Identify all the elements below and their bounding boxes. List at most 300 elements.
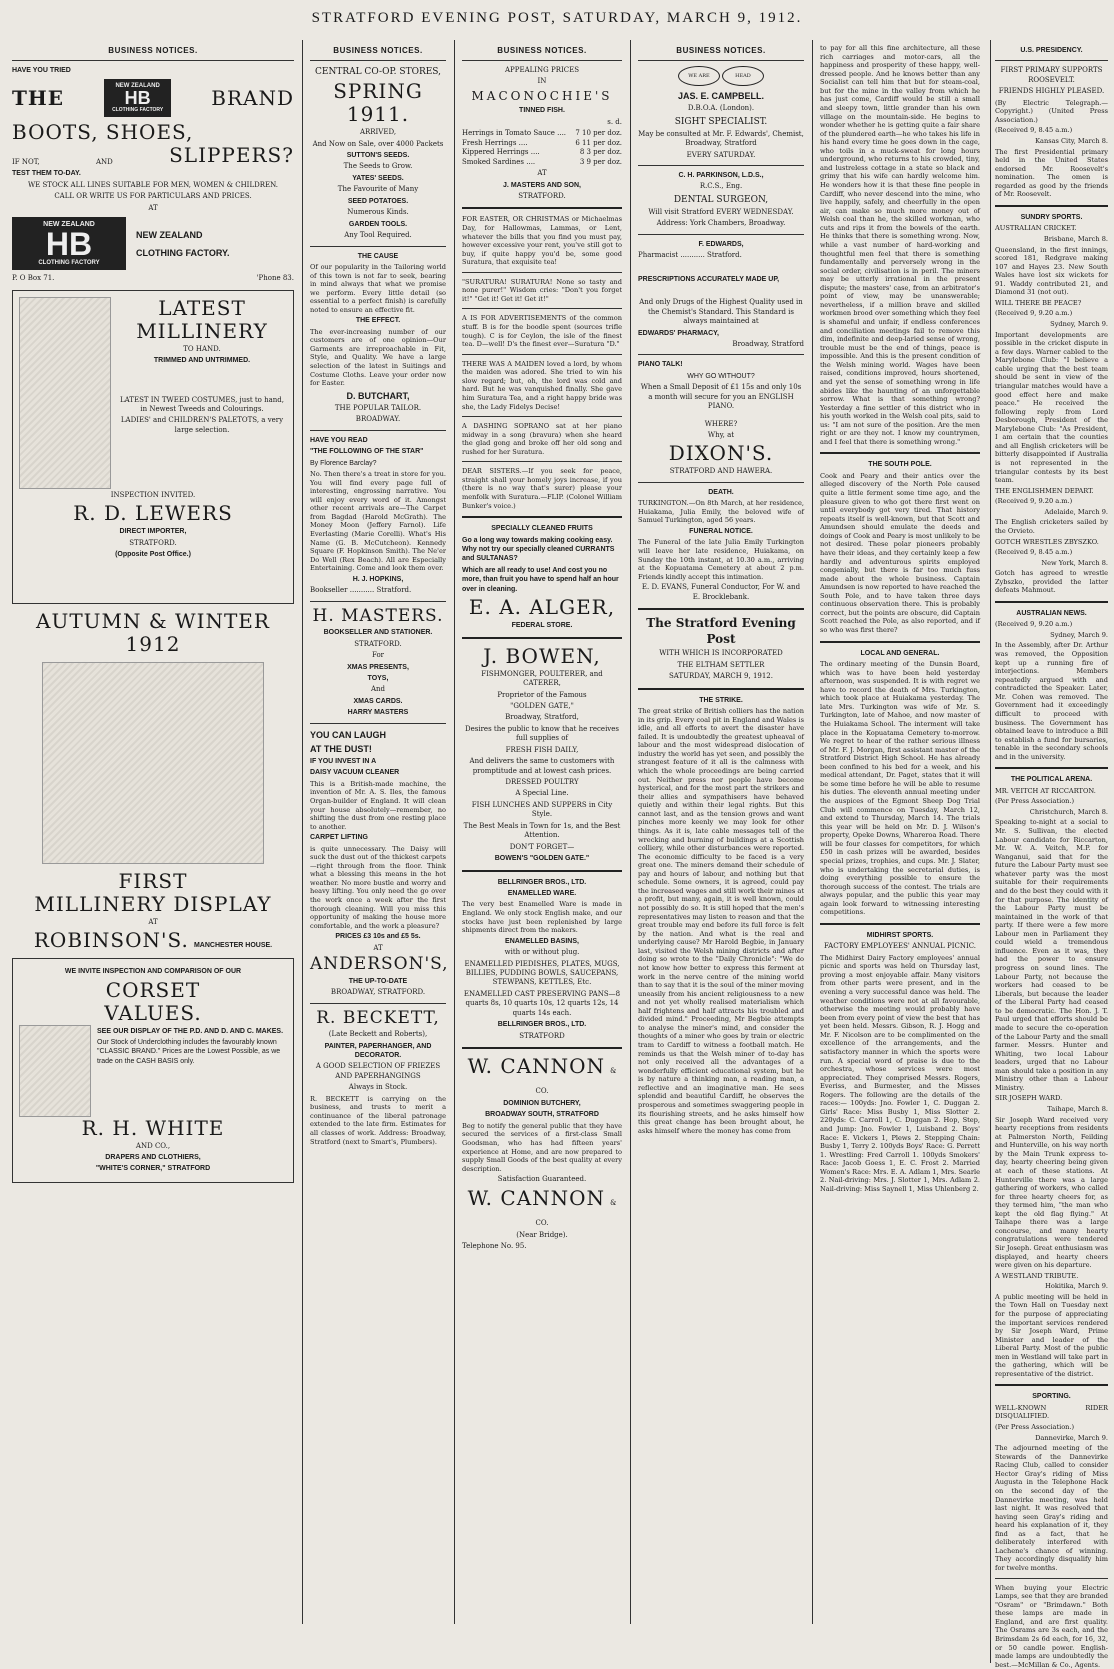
ad-line: MANCHESTER HOUSE. <box>193 942 273 950</box>
ad-line: The Best Meals in Town for 1s, and the Best Attention. <box>463 821 621 840</box>
divider <box>995 205 1108 207</box>
article-body: to pay for all this fine architecture, all these rich carriages and motor-cars, all the happiness and prosperity of these happy, well-dressed people. And he knows better than any Socialist can tell him that but for steam-coal, but for the mine in the valley from which he has just come, Cardiff would be still a small and sleepy town, little grander than his own village on the mountain-side. He begins to wonder whether he is getting quite a fair share of the plundered earth—he who takes his life in his hand every time he goes down in the cage, who toils in a muck-sweat for long hours underground, who returns to his crowded, tiny, and lustreless cottage in a state so black and grimy that his wife can hardly welcome him. He wonders how it is that these fine people in Cardiff, who never descend into the mine, who live happily, safely, and cheerfully in the open air, can make so much more money out of Welsh coal than he, the skilled workman, who cuts and rips it from the bowels of the earth. He thinks that there is something wrong. Now, while a vast number of hard-working and thoughtful men feel that there is something fundamentally and perversely wrong in the social order, civilisation is in peril. The miners may be utterly irrational in the present dispute; the masters' case, from an arbitrator's point of view, may be unanswerable; nevertheless, if a million brave and skilled workmen brood over something which they feel is shameful and unfair, if endless conferences and conciliation meetings fail to remove this dim, indefinite and deep-laried sense of wrong, trouble must be the end of things, peace is impossible. And this is the present condition of the Welsh mining world. Wages have been raised, conditions improved, hours shortened, and yet the sense of something wrong in life abides like the haunting of an unforgettable sorrow. What is that something wrong? Yesterday a fine settler of this district who in his youth worked in the Welsh coal pits, said to us: "I am not sure of the position. Are the men right or are they not. I know my countrymen, and I feel that there is something wrong." <box>820 44 980 446</box>
ad-line: AUTUMN & WINTER <box>36 608 270 633</box>
article-meta: Dannevirke, March 9. <box>1035 1433 1108 1442</box>
column-rule <box>630 40 631 1624</box>
ad-line: SIGHT SPECIALIST. <box>674 116 768 127</box>
ad-line: The Seeds to Grow. <box>343 162 413 171</box>
section-header: BUSINESS NOTICES. <box>497 46 587 55</box>
ad-text: A DASHING SOPRANO sat at her piano midway in a song (bravura) when she heard the glad gong and broke off her old song and rushed for her Suratura. <box>462 422 622 456</box>
divider <box>462 637 622 639</box>
ad-line: MACONOCHIE'S <box>471 88 613 103</box>
ad-line: CALL OR WRITE US FOR PARTICULARS AND PRICES. <box>54 192 252 201</box>
ad-line: ENAMELLED CAST PRESERVING PANS—8 quarts 8s, 10 quarts 10s, 12 quarts 12s, 14 quarts 14s each. <box>463 989 621 1017</box>
article-meta: Sydney, March 9. <box>1050 630 1108 639</box>
ad-line: AT <box>148 203 158 212</box>
divider <box>638 688 804 690</box>
ad-line: IN <box>537 77 547 86</box>
ad-line: SATURDAY, MARCH 9, 1912. <box>669 672 773 681</box>
ad-line: AT THE DUST! <box>310 743 372 754</box>
ad-line: HAVE YOU READ <box>310 436 368 444</box>
ad-line: Our Stock of Underclothing includes the favourably known "CLASSIC BRAND." Prices are the Lowest Possible, as we trade on the CASH BASIS only. <box>97 1038 281 1065</box>
divider <box>462 1047 622 1049</box>
ad-line: THE POPULAR TAILOR. <box>334 403 422 412</box>
ad-line: SUTTON'S SEEDS. <box>346 152 410 160</box>
ad-text: No. Then there's a treat in store for you. You will find every page full of interesting, engrossing narrative. You will enjoy every word of it. Amongst other recent arrivals are—The Carpet from Bagdad (Harold McGrath). The Money Moon (Jeffery Farnol). Life Everlasting (Marie Corelli). What's His Name (G. B. McCutcheon). Kennedy Square (F. Hopkinson Smith). The Ne'er Do Well (Rex Beach). All are Especially Entertaining. Come and look them over. <box>310 470 446 573</box>
ad-line: Why, at <box>707 431 735 440</box>
ad-line: FEDERAL STORE. <box>511 622 573 630</box>
ad-line: Proprietor of the Famous <box>497 690 587 699</box>
ad-line: 1912 <box>125 631 181 656</box>
ad-line: D. BUTCHART, <box>346 390 410 401</box>
ad-line: For <box>371 651 385 660</box>
article-meta: Kansas City, March 8. <box>1035 137 1108 145</box>
ad-line: "THE FOLLOWING OF THE STAR" <box>310 448 424 456</box>
white-ad <box>12 958 294 1183</box>
price-row <box>462 139 622 148</box>
ad-line: Pharmacist ........... Stratford. <box>638 251 742 260</box>
article-meta: New York, March 8. <box>1041 558 1108 567</box>
ad-line: THE UP-TO-DATE <box>348 977 408 985</box>
ad-line: WHY GO WITHOUT? <box>687 372 755 380</box>
ad-line: BELLRINGER BROS., LTD. <box>497 878 587 886</box>
ad-line: THE <box>12 85 65 110</box>
article-subtitle: MR. VEITCH AT RICCARTON. <box>995 786 1096 795</box>
article-body: Sir Joseph Ward received very hearty receptions from residents at Palmerston North, Feilding and Hunterville, on his way north by the Main Trunk express to-day, hearty cheering being given at each of these stations. At Hunterville there was a large gathering of workers, who called for three hearty cheers for, as they termed him, "the man who kept the old flag flying." At Taihape there was a large concourse, and many hearty congratulations were tendered Sir Joseph. Great enthusiasm was displayed, and hearty cheers were given on his departure. <box>995 1115 1108 1270</box>
divider <box>995 767 1108 769</box>
ad-line: CARPET LIFTING <box>310 834 368 842</box>
divider <box>310 723 446 724</box>
robinson-ad <box>12 610 294 952</box>
ad-line: P. O Box 71. <box>12 274 55 283</box>
ad-line: STRATFORD <box>519 1031 565 1040</box>
item-price: 7 10 per doz. <box>575 129 622 138</box>
ad-text: Go a long way towards making cooking easy. Why not try our specially cleaned CURRANTS and SULTANAS? <box>462 536 615 563</box>
ad-line: E. A. ALGER, <box>468 595 616 620</box>
article-meta: Hokitika, March 9. <box>1045 1282 1108 1291</box>
ad-line: DIXON'S. <box>668 441 774 466</box>
ad-line: STRATFORD. <box>354 639 402 648</box>
ad-line: HARRY MASTERS <box>347 709 409 717</box>
ad-line: DENTAL SURGEON, <box>673 194 769 205</box>
ad-line: THE EFFECT. <box>355 317 401 325</box>
ad-line: EVERY SATURDAY. <box>686 150 756 159</box>
logo-top: NEW ZEALAND <box>115 83 160 90</box>
ad-line: LATEST IN TWEED COSTUMES, just to hand, in Newest Tweeds and Colourings. <box>119 395 284 413</box>
hat-lady-illustration <box>42 662 264 864</box>
article-meta: (By Electric Telegraph.—Copyright.) (United Press Association.) <box>995 98 1108 124</box>
ad-line: BOOTS, SHOES, <box>12 120 194 145</box>
ad-text: Of our popularity in the Tailoring world of this town is not far to seek, bearing in mind always that what we promise we perform. Every little detail (so essential to a perfect finish) is carefully noted to ensure an effective fit. <box>310 262 446 314</box>
column-2 <box>304 40 452 1624</box>
divider <box>12 60 294 61</box>
ad-line: PAINTER, PAPERHANGER, AND DECORATOR. <box>324 1042 432 1060</box>
ad-text: Which are all ready to use! And cost you no more, than fruit you have to spend half an hour over in cleaning. <box>462 566 619 593</box>
article-body: In the Assembly, after Dr. Arthur was removed, the Opposition kept up a running fire of interjections. Members repeatedly argued with and contradicted the Speaker. Later, Mr. Cohen was removed. The Government had it exceedingly difficult to proceed with business. The Government has obtained leave to introduce a Bill to establish a fund for bursaries, tenable in the secondary schools and in the university. <box>995 641 1108 761</box>
ad-line: AT <box>537 169 547 178</box>
divider <box>462 207 622 209</box>
article-body: Speaking to-night at a social to Mr. S. Sullivan, the elected Labour candidate for Riccarton, Mr. W. A. Veitch, M.P. for Wanganui, said that for the future the Labour Party must see whatever party was the most suitable for their requirements and do the best they could with it for that purpose. The identity of the Labour Party must be maintained in the work of that party. If there were a few more Labour men in Parliament they could wield a tremendous influence. Even as it was, they had the power to ensure progress on sound lines. The Labour Party, not because the workers had ceased to be Liberals, but because the leader of the Liberal Party had ceased to be democratic. The Hon. J. T. Paul urged that efforts should be made to secure the co-operation of the Labour Party and the small farmer. Messrs. Hunter and Whiting, two local Labour leaders, urged that no Labour man should take a position in any Ministry other than a Labour Ministry. <box>995 818 1108 1092</box>
ad-line: "WHITE'S CORNER," STRATFORD <box>95 1165 211 1173</box>
ad-line: IF YOU INVEST IN A <box>310 757 377 765</box>
article-body: Gotch has agreed to wrestle Zybszko, provided the latter defeats Mahmout. <box>995 569 1108 595</box>
ad-line: SPECIALLY CLEANED FRUITS <box>491 525 593 533</box>
ad-line: AND <box>95 158 113 166</box>
ad-line: YOU CAN LAUGH <box>310 729 386 740</box>
ad-line: DAISY VACUUM CLEANER <box>310 769 400 777</box>
article-meta: (Received 9, 9.20 a.m.) <box>995 620 1073 629</box>
article-body: The great strike of British colliers has the nation in its grip. Every coal pit in England and Wales is idle, and all efforts to avert the disaster have failed. It is undoubtedly the greatest upheaval of labour and the most widespread dislocation of industry the world has yet seen, and possibly the strangest feature of it all is the calmness with which the whole proceedings are being carried out. Neither press nor people have become hysterical, and for the most part the strikers and their allies and sympathisers have behaved quietly and within their legal rights. But this cannot last, and as the tension grows and want pinches more keenly we may look for other things. As it is, late cable messages tell of the wrecking and burning of buildings at a Scottish colliery, while other disturbances were reported. The economic difficulty to be faced is a very great one. The miners demand their schedule of pay and hours of labour, and nothing but that schedule. Some owners, it is agreed, could pay the increased wages and still work their mines at a profit, but many, again, it is well known, could not possibly do so. It is still hoped that the men's representatives may listen to reason and that the great trouble may end before its full force is felt by the nation. And what is the real and underlying cause? Mr Harold Begbie, in January last, visited the Welsh mining districts and after doing so wrote to the "Daily Chronicle": "We do not know how better to express this ferment at work in the nerve centre of the mining world than to say that it is the soul of the miner moving uneasily from his ancient religiousness to a new and not yet wholly realised materialism which half frightens and half attracts his troubled and divided mind." Proceeding, Mr Begbie attempts to analyse the miner's mind, and consider the thoughts of a miner who goes by train or electric tram to Cardiff to witness a football match. He reminds us that the Welsh miner of to-day has not only received all the advantages of a wonderfully efficient educational system, but he is by nature a thinking man, a reading man, a reflective and an imaginative man. He sees splendid and beautiful Cardiff, he observes the prosperous and sometimes swaggering people in its flourishing streets, and he asks himself how this great change has been brought about, he asks himself where the money has come from <box>638 707 804 1135</box>
article-subtitle: FACTORY EMPLOYEES' ANNUAL PICNIC. <box>823 942 977 951</box>
ad-line: YATES' SEEDS. <box>352 174 404 182</box>
campbell-ad <box>638 66 804 160</box>
lens-right: HEAD <box>722 66 764 86</box>
ad-line: APPEALING PRICES <box>504 66 579 74</box>
ad-text: TURKINGTON.—On 8th March, at her residence, Huiakama, Julia Emily, the beloved wife of Samuel Turkington, aged 56 years. <box>638 499 804 525</box>
item-name: Herrings in Tomato Sauce .... <box>462 129 567 138</box>
article-title: LOCAL AND GENERAL. <box>860 649 940 657</box>
column-rule <box>812 40 813 1624</box>
article-title: AUSTRALIAN NEWS. <box>1016 609 1087 617</box>
ad-text: THERE WAS A MAIDEN loved a lord, by whom the maiden was adored. She tried to win his slow regard; but, oh, the lord was cold and hard. But he was vanquished finally. She gave him Suratura Tea, and a right happy bride was she, the Lady Fidelys Decise! <box>462 359 622 411</box>
ad-line: ARRIVED, <box>359 128 397 137</box>
ad-line: SEED POTATOES. <box>347 197 409 205</box>
ad-line: TINNED FISH. <box>519 107 565 115</box>
hb-logo <box>104 79 171 117</box>
logo-main: HB <box>45 226 93 263</box>
ad-line: CORSET <box>105 977 201 1002</box>
item-price: 8 3 per doz. <box>579 148 622 157</box>
dixon-ad <box>638 360 804 477</box>
price-row <box>462 148 622 157</box>
price-row <box>462 158 622 167</box>
strike-article <box>638 696 804 1136</box>
article-subtitle: FIRST PRIMARY SUPPORTS ROOSEVELT. <box>1000 66 1103 84</box>
edwards-ad <box>638 240 804 350</box>
ad-text: R. BECKETT is carrying on the business, and trusts to merit a continuance of the liberal patronage extended to the late firm. Estimates for all classes of work. Address: Broadway, Stratford (next to Smart's, Plumbers). <box>310 1094 446 1146</box>
article-body: The English cricketers sailed by the Orvieto. <box>995 518 1108 535</box>
ad-line: CLOTHING FACTORY. <box>136 247 230 258</box>
ad-line: Always in Stock. <box>348 1083 408 1092</box>
divider <box>638 165 804 166</box>
item-name: Kippered Herrings .... <box>462 148 540 157</box>
ad-line: MILLINERY DISPLAY <box>34 891 272 916</box>
article-meta: Sydney, March 9. <box>1050 320 1108 328</box>
article-meta: Adelaide, March 9. <box>1044 507 1108 516</box>
article-meta: (Received 9, 8.45 a.m.) <box>995 126 1073 135</box>
ad-line: SLIPPERS? <box>169 143 294 168</box>
ad-line: "GOLDEN GATE," <box>510 701 574 710</box>
logo-top: NEW ZEALAND <box>43 221 95 229</box>
ad-line: s. d. <box>607 117 622 126</box>
ad-line: C. H. PARKINSON, L.D.S., <box>678 172 764 180</box>
ad-text: And only Drugs of the Highest Quality used in the Chemist's Standard. This Standard is always maintained at <box>639 298 803 326</box>
article-meta: (Received 9, 8.45 a.m.) <box>995 548 1073 557</box>
divider <box>638 482 804 483</box>
ad-line: Broadway, Stratford, <box>505 713 579 722</box>
divider <box>310 601 446 602</box>
divider <box>462 60 622 61</box>
ad-line: FUNERAL NOTICE. <box>689 528 753 536</box>
ad-line: A Special Line. <box>515 789 569 798</box>
article-body: The Midhirst Dairy Factory employees' annual picnic and sports was held on Thursday last, proving a most enjoyable affair. Many visitors from other parts were present, and in the evening a very successful dance was held. The weather conditions were not at all favourable, otherwise the meeting would probably have been from every point of view the best that has yet been held. Messrs. Gibson, R. J. Hogg and Mr. F. Nicolson are to be complimented on the excellence of the arrangements, and the satisfactory manner in which the sports were run. A special word of praise is due to the orchestra, whose services were most appreciated. They comprised Messrs. Rogers, Everiss, and Burmester, and the Misses Rogers. The following are the details of the races:— 100yds: Jno. Fowler 1, C. Duggan 2. Girls' Race: Miss Busby 1, Miss Slotter 2. 220yds: C. Carroll 1, C. Duggan 2. Hop, Step, and Jump: Jno. Fowler 1, Luisband 2. Boys' Race: E. Vickers 1, Plews 2. Stepping Chain: Busby 1, Terry 2. 100yds Boys' Race: G. Perrett 1. Wrestling: Fred Carroll 1. 100yds Smokers' Race: Jacob Goess 1, E. C. Frost 2. Married Women's Race: Mrs. E. A. Adlam 1, Mrs. Searle 2. Nail-driving: Mrs. J. Slotter 1, Mrs. Adlam 2. Nail-driving: Miss Saynell 1, Miss Uhlenberg 2. <box>820 953 980 1193</box>
ad-line: Satisfaction Guaranteed. <box>497 1175 587 1184</box>
ad-line: BROADWAY SOUTH, STRATFORD <box>485 1111 599 1119</box>
ad-line: (Near Bridge). <box>516 1230 568 1239</box>
ad-line: DOMINION BUTCHERY, <box>503 1100 581 1108</box>
divider <box>638 234 804 235</box>
article-subtitle: THE ENGLISHMEN DEPART. <box>995 486 1094 495</box>
ad-line: And Now on Sale, over 4000 Packets <box>312 139 444 148</box>
section-header: BUSINESS NOTICES. <box>108 46 198 55</box>
ad-text: A IS FOR ADVERTISEMENTS of the common stuff. B is for the boodle spent (sources trifle tough). C is for Ceylon, the isle of the finest tea. D—well! D's the finest ever—Suratura "D." <box>462 314 622 349</box>
article-meta: Christchurch, March 8. <box>1029 807 1108 816</box>
ad-line: WHERE? <box>704 419 738 428</box>
ad-line: Desires the public to know that he receives full supplies of <box>465 724 619 743</box>
ad-line: WITH WHICH IS INCORPORATED <box>659 649 783 658</box>
divider <box>310 60 446 61</box>
article-body: When buying your Electric Lamps, see that they are branded "Osram" or "Brimdawn." Both these lamps are made in England, and are first quality. The Osrams are 3s each, and the Brimsdam 2s 6d each, for 16, 32, or 50 candle power. English-made lamps are undoubtedly the best.—McMillan & Co., Agents. <box>995 1583 1108 1669</box>
item-price: 6 11 per doz. <box>575 138 622 147</box>
ad-line: JAS. E. CAMPBELL. <box>677 91 764 101</box>
article-subtitle: FRIENDS HIGHLY PLEASED. <box>998 87 1105 96</box>
beckett-ad <box>310 1009 446 1147</box>
article-meta: Brisbane, March 8. <box>1043 234 1108 243</box>
logo-bottom: CLOTHING FACTORY <box>112 107 164 114</box>
price-row <box>462 129 622 138</box>
divider <box>462 416 622 417</box>
article-meta: (Received 9, 9.20 a.m.) <box>995 497 1073 506</box>
column-4 <box>632 40 810 1624</box>
bowen-ad <box>462 645 622 864</box>
column-3 <box>456 40 628 1624</box>
article-body: Queensland, in the first innings, scored 181, Redgrave making 107 and Hayes 23. New South Wales have lost six wickets for 91. Waddy contributed 21, and Diamond 31 (not out). <box>995 245 1108 297</box>
ad-line: DRESSED POULTRY <box>505 778 579 787</box>
ad-line: BROADWAY. <box>355 415 401 424</box>
ad-line: D.B.O.A. (London). <box>687 104 755 113</box>
divider <box>638 60 804 61</box>
divider <box>995 1578 1108 1579</box>
article-title: U.S. PRESIDENCY. <box>1020 47 1083 54</box>
ad-line: MILLINERY <box>136 318 268 343</box>
divider <box>995 601 1108 603</box>
ad-line: W. CANNON <box>467 1054 606 1079</box>
divider <box>462 354 622 355</box>
divider <box>310 430 446 431</box>
ad-line: The Stratford Evening Post <box>646 616 796 646</box>
ad-line: E. D. EVANS, Funeral Conductor, For W. and E. Brocklebank. <box>641 583 801 601</box>
ad-line: STRATFORD AND HAWERA. <box>669 467 773 476</box>
article-title: THE SOUTH POLE. <box>868 461 932 469</box>
column-1 <box>6 40 300 1624</box>
ad-line: R. BECKETT, <box>316 1007 440 1028</box>
ad-line: J. BOWEN, <box>483 643 601 668</box>
ad-line: AT <box>148 917 158 926</box>
ad-line: TEST THEM TO-DAY. <box>12 170 81 178</box>
ad-line: PIANO TALK! <box>638 361 683 369</box>
article-title: SUNDRY SPORTS. <box>1020 213 1083 221</box>
article-subtitle: A WESTLAND TRIBUTE. <box>995 1271 1079 1280</box>
article-subtitle: WELL-KNOWN RIDER DISQUALIFIED. <box>995 1403 1108 1421</box>
ad-line: H. J. HOPKINS, <box>352 575 404 583</box>
death-notice <box>638 488 804 602</box>
ad-line: FRESH FISH DAILY, <box>505 745 579 754</box>
ad-line: And <box>370 685 386 694</box>
article-meta: (Per Press Association.) <box>995 1423 1075 1431</box>
ad-line: WE STOCK ALL LINES SUITABLE FOR MEN, WOMEN & CHILDREN. <box>27 180 278 189</box>
article-title: THE STRIKE. <box>699 696 743 704</box>
ad-line: DIRECT IMPORTER, <box>119 528 187 536</box>
divider <box>310 246 446 247</box>
paper-nameplate <box>638 616 804 682</box>
article-title: MIDHIRST SPORTS. <box>866 931 934 939</box>
divider <box>995 60 1108 61</box>
ad-line: Will visit Stratford EVERY WEDNESDAY. <box>648 208 794 217</box>
ad-line: PRICES £3 10s and £5 5s. <box>335 933 421 941</box>
butchart-ad <box>310 252 446 425</box>
article-body: A public meeting will be held in the Town Hall on Tuesday next for the purpose of appreciating the important services rendered by Sir Joseph Ward, Prime Minister and leader of the Liberal Party. Most of the public men in Westland will take part in the gathering, which will be representative of the district. <box>995 1292 1108 1378</box>
article-subtitle: WILL THERE BE PEACE? <box>995 298 1082 307</box>
masthead: STRATFORD EVENING POST, SATURDAY, MARCH 9, 1912. <box>311 10 803 26</box>
ad-line: LADIES' and CHILDREN'S PALETOTS, a very large selection. <box>120 416 284 434</box>
article-body: Cook and Peary and their antics over the alleged discovery of the North Pole caused quite a little ferment some time ago, and the pleasure given to who got there first went on until everybody got very tired. That history repeats itself is well-known, but that Scott and Amundsen should emulate the deeds and doings of Cook and Peary is most unlikely to be not desired. These polar pioneers probably have their ideas, and they certainly keep a few hardly and adventurous spirits employed congenially, but there is far too much fuss made about the whole business. Captain Amundsen is now reported to have reached the South Pole, and to have taken three days continuous observation there. This is probably correct, but the points are obscure, did Captain Scott reached the Pole, as also reported, and if so who was first there? <box>820 471 980 634</box>
ad-line: HAVE YOU TRIED <box>12 67 71 74</box>
ad-line: with or without plug. <box>504 948 580 957</box>
ad-line: CENTRAL CO-OP. STORES, <box>314 67 441 77</box>
divider <box>638 608 804 610</box>
article-body: The adjourned meeting of the Stewards of the Dannevirke Racing Club, called to consider Hector Gray's riding of Miss Augusta in the Telephone Hack on the second day of the Dannevirke meeting, was held last night. It was resolved that having seen Gray's riding and heard his explanation of it, they find as a fact, that he deliberately interfered with Lachene's chance of winning. They accordingly disqualify him for twelve months. <box>995 1444 1108 1572</box>
spectacles-icon <box>638 66 804 86</box>
ad-line: R.C.S., Eng. <box>699 182 743 191</box>
ad-line: May be consulted at Mr. F. Edwards', Chemist, Broadway, Stratford <box>638 129 804 148</box>
divider <box>638 354 804 355</box>
ad-line: VALUES. <box>104 1000 202 1025</box>
article-meta: (Received 9, 9.20 a.m.) <box>995 309 1073 318</box>
article-subtitle: SIR JOSEPH WARD. <box>995 1094 1063 1103</box>
ad-line: Address: York Chambers, Broadway. <box>656 219 786 228</box>
cannon-ad <box>462 1055 622 1252</box>
divider <box>462 308 622 309</box>
ad-line: LATEST <box>158 295 246 320</box>
ad-line: Telephone No. 95. <box>462 1242 527 1251</box>
ad-line: DON'T FORGET— <box>509 842 575 851</box>
article-body: The first Presidential primary held in the United States endorsed Mr. Roosevelt's nomination. The omen is regarded as good by the friends of Mr. Roosevelt. <box>995 147 1108 199</box>
ad-text: is quite unnecessary. The Daisy will suck the dust out of the thickest carpets—right through from the floor. Think what a blessing this means in the hot weather. No more bustle and worry and heavy lifting. You only need the go over the work once a week after the first thorough cleaning. Will you miss this opportunity of making the house more comfortable, and the work a pleasure? <box>310 844 446 930</box>
ad-text: This is a British-made machine, the invention of Mr. A. S. Iles, the famous Organ-builder of England. It will clean your house absolutely—remember, no shifting the dust from one resting place to another. <box>310 779 446 831</box>
ad-line: And delivers the same to customers with promptitude and at lowest cash prices. <box>469 757 615 775</box>
item-price: 3 9 per doz. <box>579 157 622 166</box>
ad-line: BOWEN'S "GOLDEN GATE." <box>494 855 590 863</box>
price-list <box>462 129 622 167</box>
lewers-ad <box>12 290 294 604</box>
ad-line: PRESCRIPTIONS ACCURATELY MADE UP, <box>638 275 780 283</box>
ad-line: BELLRINGER BROS., LTD. <box>497 1021 587 1029</box>
telegraph-column <box>990 40 1112 1669</box>
ad-line: 'Phone 83. <box>256 274 294 283</box>
ad-line: Bookseller ........... Stratford. <box>310 586 412 595</box>
logo-bottom: CLOTHING FACTORY <box>38 260 100 267</box>
ad-text: The Funeral of the late Julia Emily Turkington will leave her late residence, Huiakama, on Sunday the 10th instant, at 10.30 a.m., arriving at the Kopuatama Cemetery at about 2 p.m. Friends kindly accept this intimation. <box>638 538 804 581</box>
parkinson-ad <box>638 171 804 229</box>
divider <box>462 870 622 872</box>
suratura-ads <box>462 215 622 510</box>
section-header: BUSINESS NOTICES. <box>333 46 423 55</box>
ad-line: (Opposite Post Office.) <box>115 550 191 558</box>
divider <box>462 461 622 462</box>
ad-line: DRAPERS AND CLOTHIERS, <box>105 1153 201 1161</box>
section-header: BUSINESS NOTICES. <box>676 46 766 55</box>
hb-logo-large <box>12 217 126 270</box>
divider <box>995 1384 1108 1386</box>
ad-line: R. D. LEWERS <box>73 501 233 526</box>
ad-text: FOR EASTER, OR CHRISTMAS or Michaelmas Day, for Hallowmas, Lammas, or Lent, whatever the bills that you find you must pay, however excessive your rent, you've still got to buy, if quite happy you'd be, some good Suratura, that exquisite tea! <box>462 215 622 267</box>
ad-text: The ever-increasing number of our customers are of one opinion—Our Garments are irreproachable in Fit, Style, and Quality. We have a large selection of the latest in Suitings and Costume Cloths. Leave your order now for Easter. <box>310 327 446 388</box>
anderson-ad <box>310 729 449 998</box>
divider <box>462 272 622 273</box>
article-body: The ordinary meeting of the Dunsin Board, which was to have been held yesterday afternoon, was suspended. It is with regret we have to record the death of Mrs. Turkington, which took place at Huiakama yesterday. The late Mrs. Turkington was wife of Mr. S. Turkington, late of Mahoe, and now master of the Huiakama School. The interment will take place in the Kopuatama Cemetery to-morrow. We regret to hear of the rather serious illness of Mr. F. J. Morgan, first assistant master of the Stratford District High School. He has already been confined to his bed for a week, and his medical attendant, Dr. Paget, states that it will be some time before he will be able to resume his duties. The eleventh annual meeting under the auspices of the Egmont Sheep Dog Trial Club will commence on Tuesday, March 12, and extend to Thursday, March 14. The trials this year will be held on Mr. D. J. Wilson's property, Opeke Downs, Whareroa Road. There will be four classes for competitors, for which £50 in cash prizes will be awarded, besides special prizes, trophies, and cups. Mr. J. Slater, who is undertaking the secretarial duties, is doing everything possible to ensure the thorough success of the contest. The trials are always popular, and the public this year may again look forward to witnessing interesting competitions. <box>820 660 980 917</box>
ad-line: H. MASTERS. <box>312 605 444 626</box>
ad-text: The very best Enamelled Ware is made in England. We only stock English make, and our stocks have just been replenished by large shipments direct from the makers. <box>462 900 622 935</box>
ad-line: ENAMELLED PIEDISHES, PLATES, MUGS, BILLIES, PUDDING BOWLS, SAUCEPANS, STEWPANS, KETTLES, Etc. <box>464 959 620 987</box>
ad-line: ROBINSON'S. <box>33 928 189 953</box>
ad-line: By Florence Barclay? <box>310 459 377 467</box>
ad-line: & CO. <box>535 1067 617 1096</box>
lady-figure-illustration <box>19 297 111 489</box>
ad-line: IF NOT, <box>12 158 40 166</box>
ad-line: FISH LUNCHES AND SUPPERS in City Style. <box>471 800 613 819</box>
ad-line: BRAND <box>211 85 294 110</box>
column-rule <box>454 40 455 1624</box>
article-title: THE POLITICAL ARENA. <box>1010 776 1093 784</box>
ad-line: XMAS PRESENTS, <box>347 663 409 671</box>
corset-illustration <box>19 1025 91 1117</box>
ad-line: Broadway, Stratford <box>732 339 804 348</box>
ad-line: WE INVITE INSPECTION AND COMPARISON OF OUR <box>64 968 242 976</box>
article-meta: (Per Press Association.) <box>995 797 1075 806</box>
lens-left: WE ARE <box>678 66 720 86</box>
ad-line: (Late Beckett and Roberts), <box>328 1030 428 1039</box>
ad-line: AND CO., <box>135 1141 171 1150</box>
ad-line: THE CAUSE <box>357 252 399 260</box>
ad-line: ANDERSON'S, <box>310 954 449 975</box>
ad-text: "SURATURA! SURATURA! None so tasty and none purer!" Wisdom cries: "Don't you forget it!" "Get it! Get it! Get it!" <box>462 277 622 303</box>
ad-line: STRATFORD. <box>518 191 566 200</box>
coop-ad <box>310 66 446 241</box>
ad-line: ENAMELLED BASINS, <box>505 937 579 945</box>
ad-line: BOOKSELLER AND STATIONER. <box>323 629 433 637</box>
ad-line: DEATH. <box>708 488 734 496</box>
alger-ad <box>462 524 622 631</box>
ad-text: DEAR SISTERS.—If you seek for peace, straight shall your homely joys increase, if you (there is no way that's surer) please your menfolk with Suratura.—FLIP. (Colonel William Bunker's voice.) <box>462 467 622 510</box>
ad-line: Numerous Kinds. <box>347 208 409 217</box>
hb-brand-ad <box>12 66 294 284</box>
ad-line: & CO. <box>535 1198 617 1227</box>
ad-line: TRIMMED AND UNTRIMMED. <box>153 357 251 365</box>
ad-line: TO HAND. <box>183 344 221 353</box>
ad-line: XMAS CARDS. <box>353 697 403 705</box>
article-subtitle: AUSTRALIAN CRICKET. <box>995 224 1077 233</box>
ad-line: The Favourite of Many <box>337 185 419 194</box>
ad-line: AT <box>373 943 383 952</box>
item-name: Fresh Herrings .... <box>462 138 528 147</box>
ad-line: BROADWAY, STRATFORD. <box>330 988 426 997</box>
ad-line: GARDEN TOOLS. <box>348 220 408 228</box>
ad-line: ENAMELLED WARE. <box>507 889 577 897</box>
ad-line: SPRING 1911. <box>333 79 423 127</box>
ad-text: Beg to notify the general public that they have secured the services of a first-class Small Goodsman, who has had fifteen years' experience at Home, and are now prepared to supply Small Goods of the best quality at every description. <box>462 1121 622 1173</box>
ad-line: J. MASTERS AND SON, <box>503 181 581 189</box>
article-title: SPORTING. <box>1032 1393 1071 1401</box>
